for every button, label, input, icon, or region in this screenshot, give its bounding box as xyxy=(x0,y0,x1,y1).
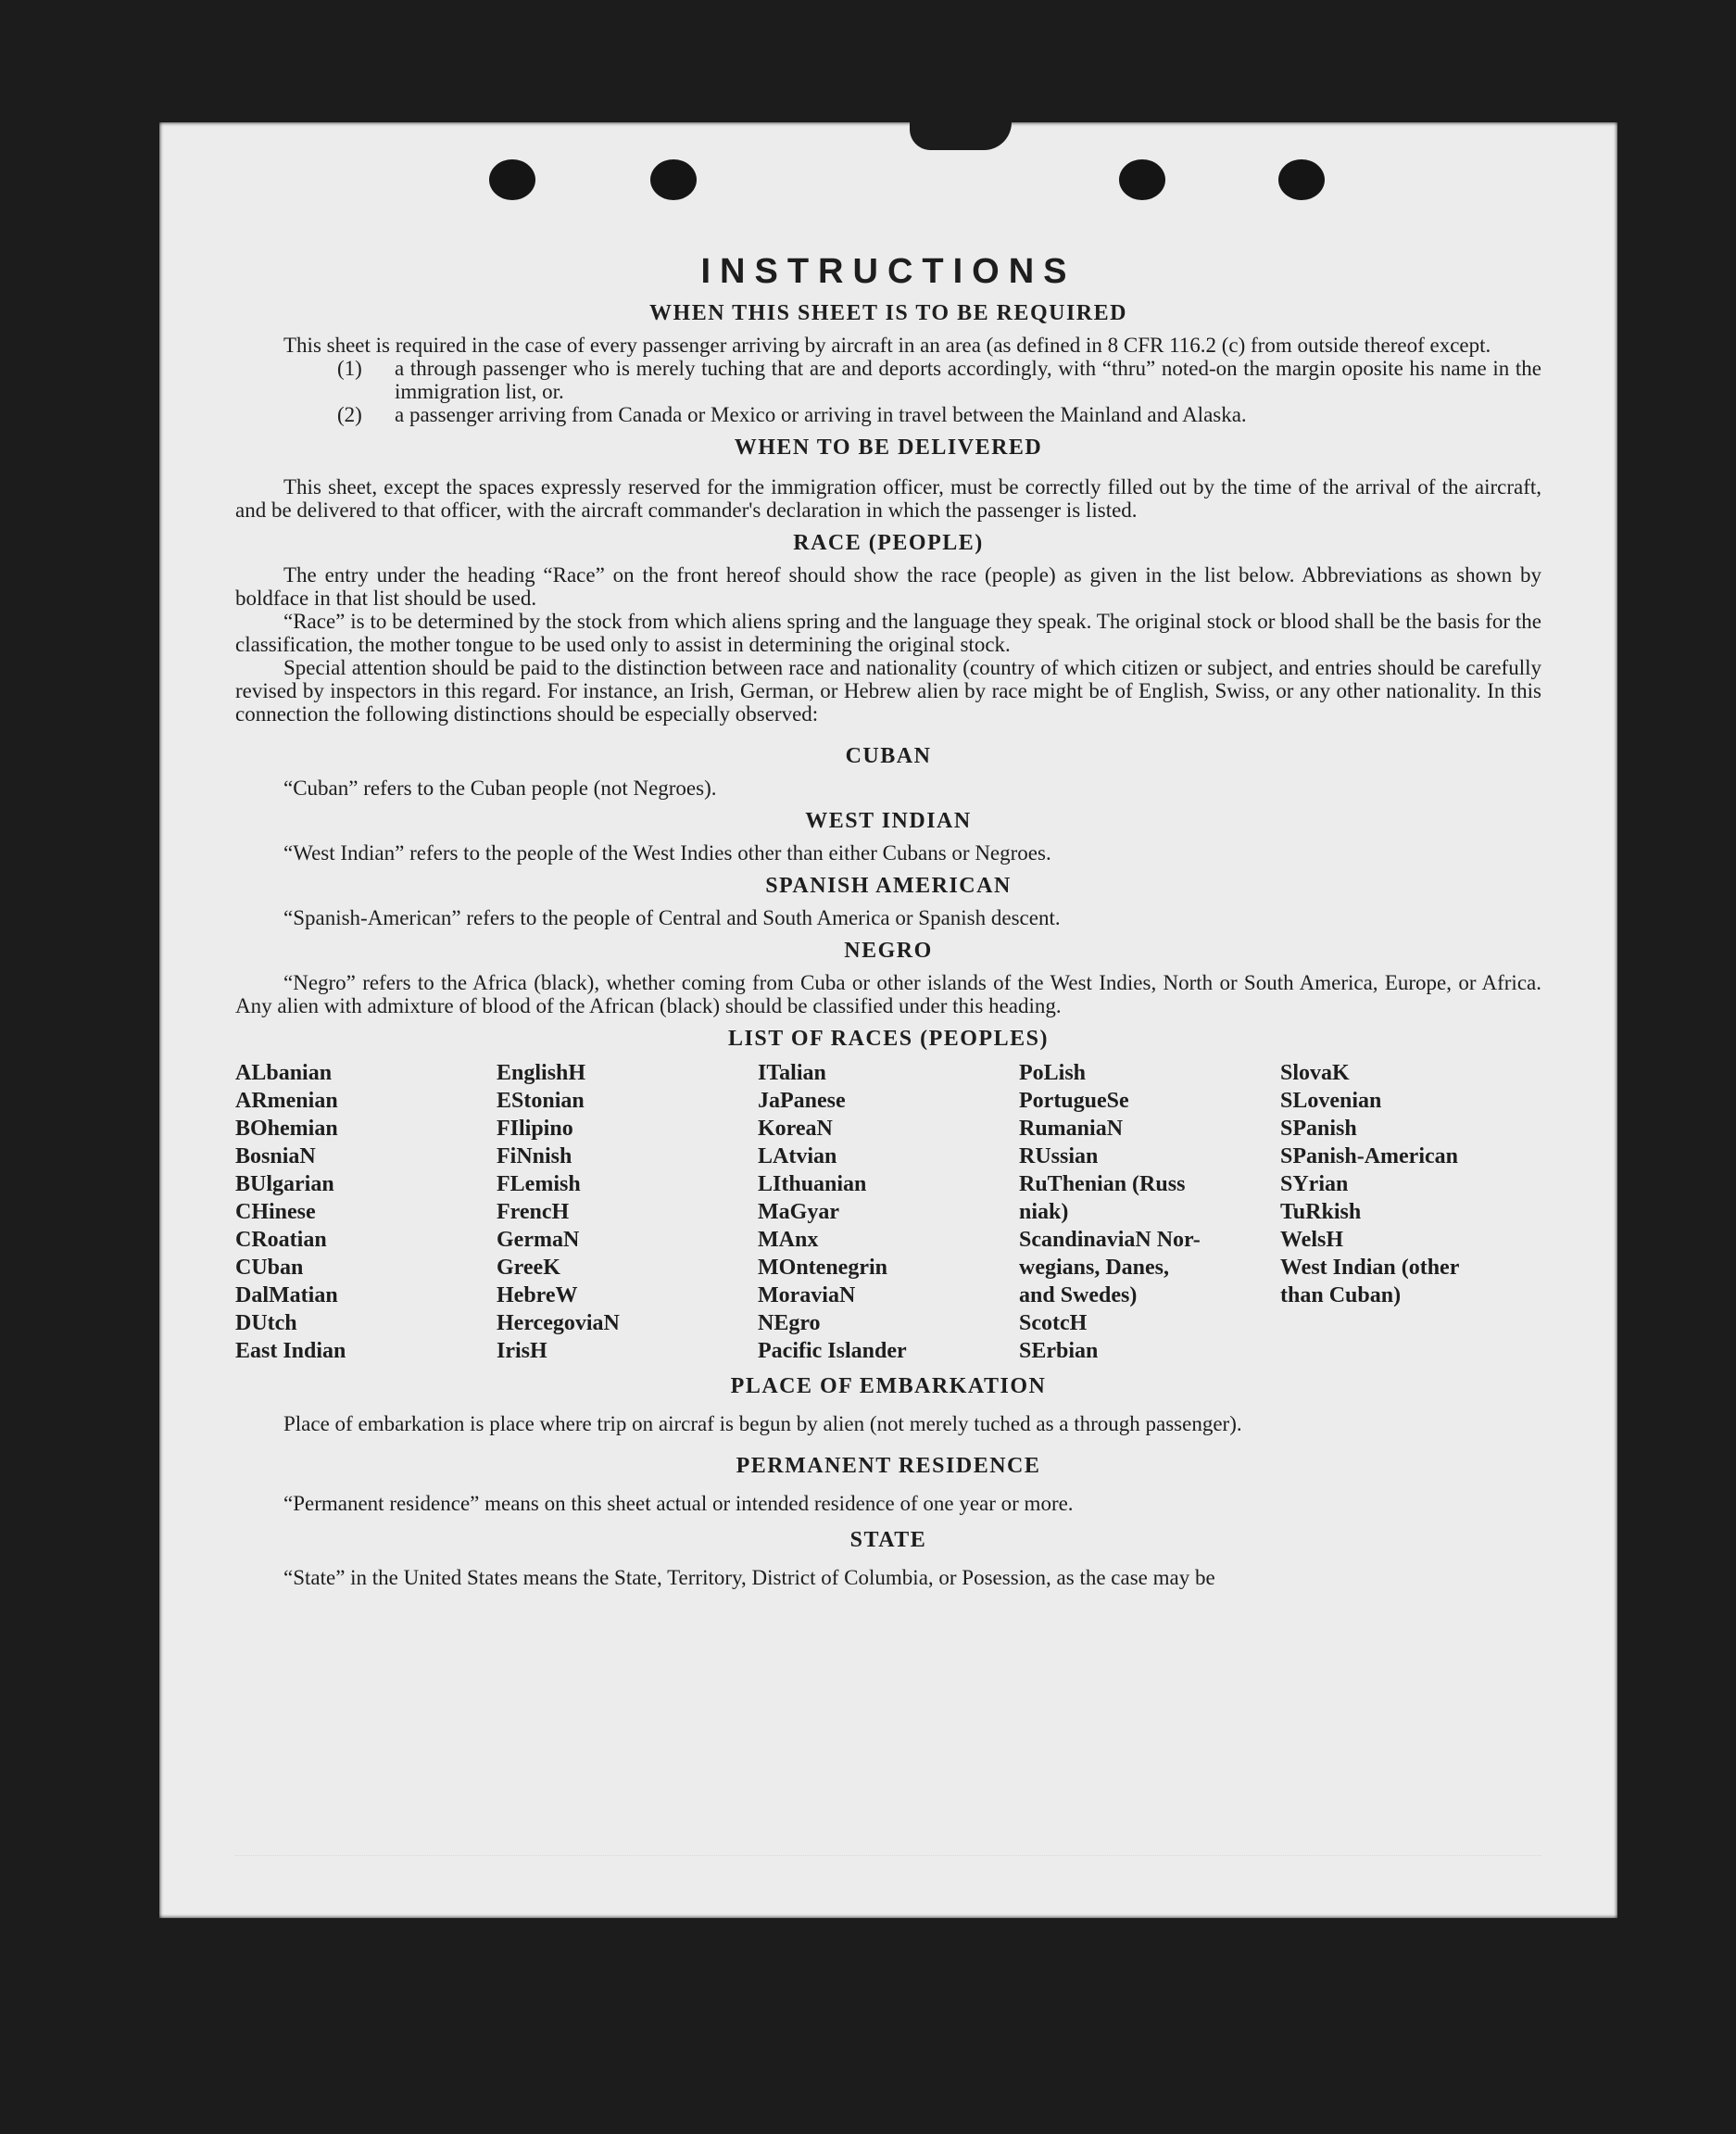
races-column xyxy=(758,1059,1019,1365)
race-item: RUssian xyxy=(1019,1144,1099,1168)
exception-list xyxy=(337,357,1541,426)
race-item: GermaN xyxy=(497,1228,580,1252)
spanish-american-text: “Spanish-American” refers to the people of Central and South America or Spanish descent. xyxy=(283,906,1061,929)
race-item: CHinese xyxy=(235,1200,316,1224)
race-item: BUlgarian xyxy=(235,1172,334,1196)
exception-item xyxy=(337,403,1541,426)
race-item: MoraviaN xyxy=(758,1283,856,1307)
race-item: West Indian (other than Cuban) xyxy=(1280,1256,1460,1307)
race-item: MAnx xyxy=(758,1228,819,1252)
race-item: BOhemian xyxy=(235,1117,338,1141)
race-item: HercegoviaN xyxy=(497,1311,620,1335)
heading-spanish-american: SPANISH AMERICAN xyxy=(765,874,1012,898)
race-item: LIthuanian xyxy=(758,1172,867,1196)
race-item: SPanish-American xyxy=(1280,1144,1458,1168)
heading-negro: NEGRO xyxy=(844,939,933,963)
torn-edge xyxy=(910,122,1012,150)
item-number: (2) xyxy=(337,403,362,426)
races-column xyxy=(235,1059,497,1365)
race-item: NEgro xyxy=(758,1311,821,1335)
races-column xyxy=(1019,1059,1280,1365)
heading-when-delivered: WHEN TO BE DELIVERED xyxy=(734,436,1043,460)
race-item: HebreW xyxy=(497,1283,578,1307)
heading-west-indian: WEST INDIAN xyxy=(805,809,972,833)
punch-hole xyxy=(650,159,697,200)
race-paragraph: The entry under the heading “Race” on the front hereof should show the race (people) as given in the list below. Abbreviations as shown by boldface in that list should be used. xyxy=(235,563,1541,610)
race-item: BosniaN xyxy=(235,1144,316,1168)
race-item: Pacific Islander xyxy=(758,1339,907,1363)
race-item: DUtch xyxy=(235,1311,297,1335)
race-item: SErbian xyxy=(1019,1339,1099,1363)
instructions-content xyxy=(235,252,1541,1589)
race-item: DalMatian xyxy=(235,1283,338,1307)
race-item: SYrian xyxy=(1280,1172,1349,1196)
race-item: FIlipino xyxy=(497,1117,573,1141)
race-item: WelsH xyxy=(1280,1228,1344,1252)
race-item: FiNnish xyxy=(497,1144,572,1168)
race-item: PoLish xyxy=(1019,1061,1087,1085)
race-item: SLovenian xyxy=(1280,1089,1382,1113)
race-item: EnglishH xyxy=(497,1061,586,1085)
punch-hole xyxy=(489,159,535,200)
races-column xyxy=(497,1059,758,1365)
race-item: KoreaN xyxy=(758,1117,833,1141)
item-text: a through passenger who is merely tuching that are and deports accordingly, with “thru” noted-on the margin oposite his name in the immigration list, or. xyxy=(395,357,1541,403)
race-item: EStonian xyxy=(497,1089,585,1113)
heading-permanent-residence: PERMANENT RESIDENCE xyxy=(736,1454,1041,1478)
race-paragraph: Special attention should be paid to the distinction between race and nationality (country of which citizen or subject, and entries should be carefully revised by inspectors in this regard. For instance, an Irish, German, or Hebrew alien by race might be of English, Swiss, or any other nationality. In this connection the following distinctions should be especially observed: xyxy=(235,656,1541,726)
race-item: MOntenegrin xyxy=(758,1256,887,1280)
race-paragraph: “Race” is to be determined by the stock from which aliens spring and the language they speak. The original stock or blood shall be the basis for the classification, the mother tongue to be used only to assist in determining the original stock. xyxy=(235,610,1541,656)
race-item: PortugueSe xyxy=(1019,1089,1129,1113)
race-item: GreeK xyxy=(497,1256,560,1280)
race-item: East Indian xyxy=(235,1339,346,1363)
race-item: ITalian xyxy=(758,1061,826,1085)
item-number: (1) xyxy=(337,357,362,380)
race-item: ScandinaviaN Nor- wegians, Danes, and Swedes) xyxy=(1019,1228,1201,1307)
heading-place-of-embarkation: PLACE OF EMBARKATION xyxy=(730,1374,1047,1398)
race-item: ScotcH xyxy=(1019,1311,1088,1335)
race-item: CRoatian xyxy=(235,1228,327,1252)
race-item: JaPanese xyxy=(758,1089,846,1113)
negro-text: “Negro” refers to the Africa (black), whether coming from Cuba or other islands of the West Indies, North or South America, Europe, or Africa. Any alien with admixture of blood of the African (black) should be classified under this heading. xyxy=(235,971,1541,1017)
punch-hole xyxy=(1278,159,1325,200)
heading-state: STATE xyxy=(849,1528,927,1552)
race-item: CUban xyxy=(235,1256,304,1280)
race-item: FrencH xyxy=(497,1200,570,1224)
race-item: ARmenian xyxy=(235,1089,338,1113)
race-item: RuThenian (Russ niak) xyxy=(1019,1172,1186,1224)
race-item: ALbanian xyxy=(235,1061,333,1085)
races-list xyxy=(235,1059,1541,1365)
race-item: SlovaK xyxy=(1280,1061,1350,1085)
west-indian-text: “West Indian” refers to the people of the West Indies other than either Cubans or Negroes. xyxy=(283,841,1051,865)
race-item: MaGyar xyxy=(758,1200,839,1224)
heading-cuban: CUBAN xyxy=(845,744,932,768)
race-item: RumaniaN xyxy=(1019,1117,1124,1141)
faded-bleedthrough xyxy=(235,1855,1541,1884)
heading-race: RACE (PEOPLE) xyxy=(793,531,984,555)
race-item: SPanish xyxy=(1280,1117,1357,1141)
item-text: a passenger arriving from Canada or Mexico or arriving in travel between the Mainland and Alaska. xyxy=(395,403,1247,426)
heading-list-of-races: LIST OF RACES (PEOPLES) xyxy=(728,1027,1049,1051)
races-column xyxy=(1280,1059,1541,1365)
state-text: “State” in the United States means the State, Territory, District of Columbia, or Posession, as the case may be xyxy=(283,1566,1215,1589)
race-item: LAtvian xyxy=(758,1144,837,1168)
page-title: INSTRUCTIONS xyxy=(700,252,1076,291)
when-required-intro: This sheet is required in the case of every passenger arriving by aircraft in an area (as defined in 8 CFR 116.2 (c) from outside thereof except. xyxy=(283,334,1491,357)
when-delivered-text: This sheet, except the spaces expressly reserved for the immigration officer, must be correctly filled out by the time of the arrival of the aircraft, and be delivered to that officer, with the aircraft commander's declaration in which the passenger is listed. xyxy=(235,475,1541,522)
heading-when-required: WHEN THIS SHEET IS TO BE REQUIRED xyxy=(649,301,1127,325)
embarkation-text: Place of embarkation is place where trip on aircraf is begun by alien (not merely tuched as a through passenger). xyxy=(283,1412,1242,1435)
race-item: FLemish xyxy=(497,1172,581,1196)
exception-item xyxy=(337,357,1541,403)
race-item: TuRkish xyxy=(1280,1200,1362,1224)
punch-hole xyxy=(1119,159,1165,200)
race-item: IrisH xyxy=(497,1339,547,1363)
document-sheet xyxy=(159,122,1617,1918)
cuban-text: “Cuban” refers to the Cuban people (not Negroes). xyxy=(283,777,717,800)
residence-text: “Permanent residence” means on this sheet actual or intended residence of one year or more. xyxy=(283,1492,1074,1515)
